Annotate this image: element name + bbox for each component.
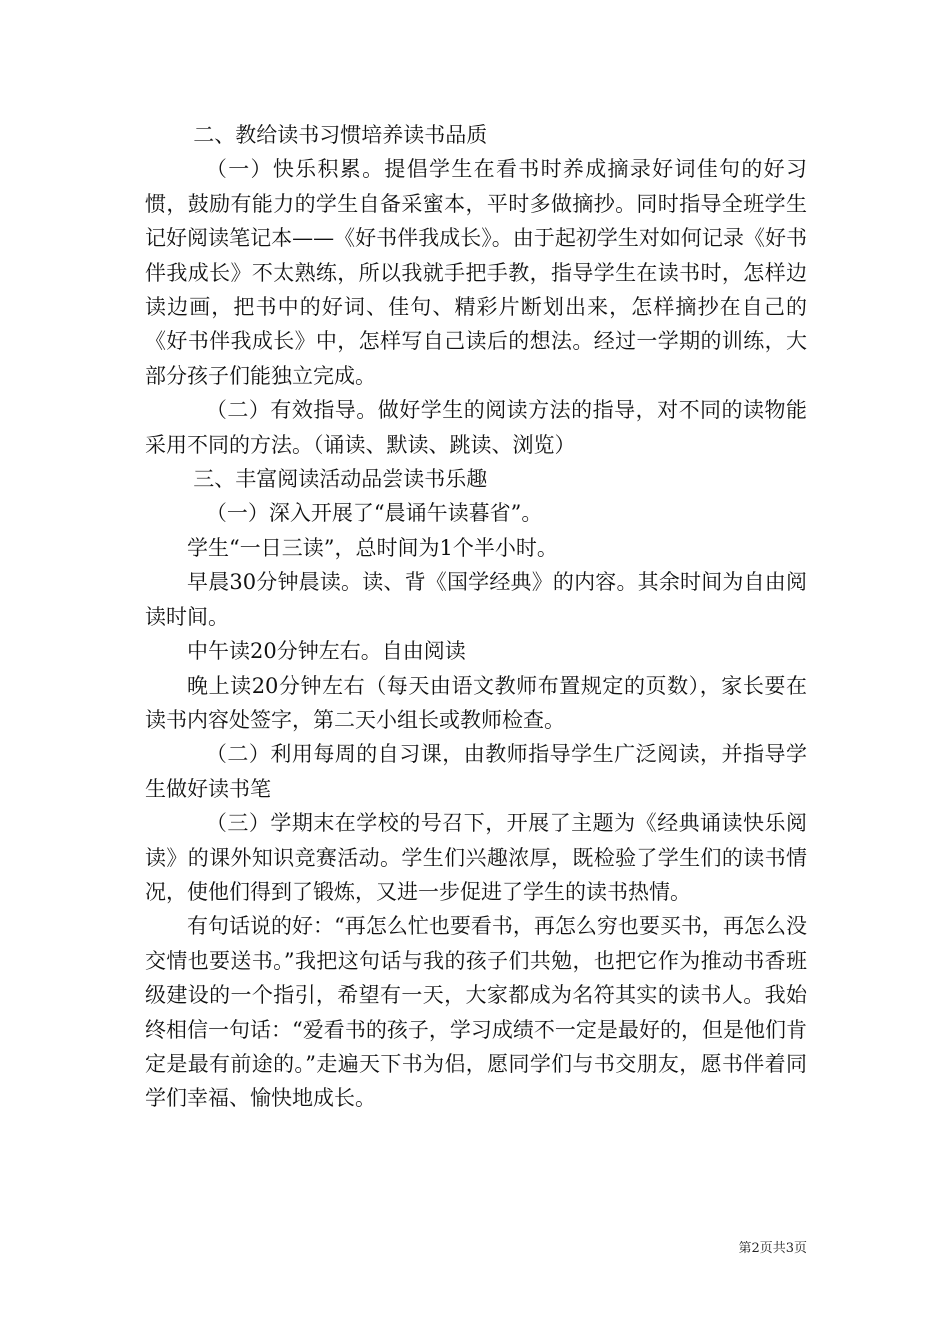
paragraph-happy-accumulation: （一）快乐积累。提倡学生在看书时养成摘录好词佳句的好习惯，鼓励有能力的学生自备采蜜本，平时多做摘抄。同时指导全班学生记好阅读笔记本——《好书伴我成长》。由于起初学生对如何记录《好书伴我成长》不太熟练，所以我就手把手教，指导学生在读书时，怎样边读边画，把书中的好词、佳句、精彩片断划出来，怎样摘抄在自己的《好书伴我成长》中，怎样写自己读后的想法。经过一学期的训练，大部分孩子们能独立完成。 <box>145 157 807 388</box>
paragraph-conclusion: 有句话说的好：“再怎么忙也要看书，再怎么穷也要买书，再怎么没交情也要送书。”我把这句话与我的孩子们共勉，也把它作为推动书香班级建设的一个指引，希望有一天，大家都成为名符其实的读书人。我始终相信一句话：“爱看书的孩子，学习成绩不一定是最好的，但是他们肯定是最有前途的。”走遍天下书为侣，愿同学们与书交朋友，愿书伴着同学们幸福、愉快地成长。 <box>145 914 807 1111</box>
paragraph-morning-noon-evening: （一）深入开展了“晨诵午读暮省”。 <box>205 501 543 526</box>
paragraph-morning-reading: 早晨30分钟晨读。读、背《国学经典》的内容。其余时间为自由阅读时间。 <box>145 570 807 629</box>
paragraph-self-study: （二）利用每周的自习课，由教师指导学生广泛阅读，并指导学生做好读书笔 <box>145 742 807 801</box>
page-number-footer: 第2页共3页 <box>738 1241 807 1256</box>
paragraph-three-readings: 学生“一日三读”，总时间为1个半小时。 <box>187 535 558 560</box>
section-heading-3: 三、丰富阅读活动品尝读书乐趣 <box>193 467 488 492</box>
paragraph-effective-guidance: （二）有效指导。做好学生的阅读方法的指导，对不同的读物能采用不同的方法。（诵读、默读、跳读、浏览） <box>145 398 807 457</box>
section-heading-2: 二、教给读书习惯培养读书品质 <box>193 123 488 147</box>
document-body <box>145 118 807 1116</box>
paragraph-noon-reading: 中午读20分钟左右。自由阅读 <box>187 639 466 664</box>
paragraph-knowledge-contest: （三）学期末在学校的号召下，开展了主题为《经典诵读快乐阅读》的课外知识竞赛活动。学生们兴趣浓厚，既检验了学生们的读书情况，使他们得到了锻炼，又进一步促进了学生的读书热情。 <box>145 811 807 904</box>
paragraph-evening-reading: 晚上读20分钟左右（每天由语文教师布置规定的页数），家长要在读书内容处签字，第二天小组长或教师检查。 <box>145 673 807 732</box>
